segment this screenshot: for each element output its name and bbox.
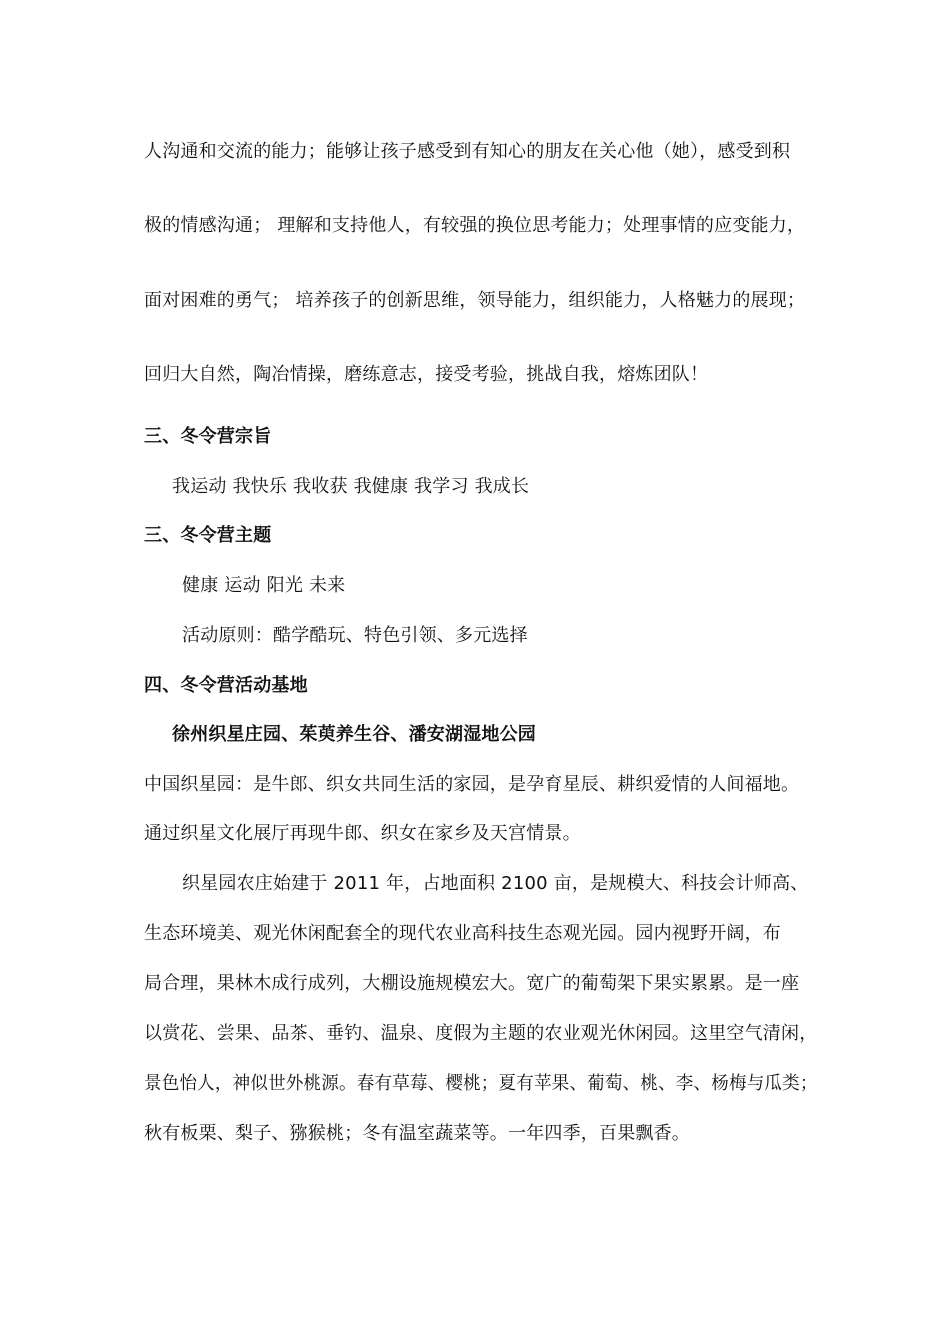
activity-principle: 活动原则：酷学酷玩、特色引领、多元选择	[182, 625, 528, 646]
base-paragraph1-line-1: 中国织星园：是牛郎、织女共同生活的家园，是孕育星辰、耕织爱情的人间福地。	[144, 774, 800, 795]
base-paragraph2-line-5: 景色怡人，神似世外桃源。春有草莓、樱桃；夏有苹果、葡萄、桃、李、杨梅与瓜类；	[144, 1073, 818, 1094]
base-subheading: 徐州织星庄园、茱萸养生谷、潘安湖湿地公园	[172, 724, 536, 745]
theme-text: 健康 运动 阳光 未来	[182, 575, 346, 596]
purpose-heading: 三、冬令营宗旨	[144, 426, 272, 447]
theme-heading: 三、冬令营主题	[144, 525, 272, 546]
base-paragraph2-line-4: 以赏花、尝果、品茶、垂钓、温泉、度假为主题的农业观光休闲园。这里空气清闲，	[144, 1023, 818, 1044]
base-paragraph2-line-2: 生态环境美、观光休闲配套全的现代农业高科技生态观光园。园内视野开阔，布	[144, 923, 781, 944]
intro-line-3: 面对困难的勇气； 培养孩子的创新思维，领导能力，组织能力，人格魅力的展现；	[144, 290, 806, 311]
base-paragraph2-line-1: 织星园农庄始建于 2011 年，占地面积 2100 亩，是规模大、科技会计师高、	[182, 873, 809, 894]
intro-line-4: 回归大自然，陶冶情操，磨练意志，接受考验，挑战自我，熔炼团队！	[144, 364, 709, 385]
base-heading: 四、冬令营活动基地	[144, 675, 308, 696]
purpose-text: 我运动 我快乐 我收获 我健康 我学习 我成长	[172, 476, 530, 497]
base-paragraph1-line-2: 通过织星文化展厅再现牛郎、织女在家乡及天宫情景。	[144, 823, 581, 844]
intro-line-2: 极的情感沟通； 理解和支持他人，有较强的换位思考能力；处理事情的应变能力，	[144, 215, 806, 236]
base-paragraph2-line-3: 局合理，果林木成行成列，大棚设施规模宏大。宽广的葡萄架下果实累累。是一座	[144, 973, 800, 994]
intro-line-1: 人沟通和交流的能力；能够让孩子感受到有知心的朋友在关心他（她），感受到积	[144, 141, 791, 162]
base-paragraph2-line-6: 秋有板栗、梨子、猕猴桃；冬有温室蔬菜等。一年四季，百果飘香。	[144, 1123, 690, 1144]
